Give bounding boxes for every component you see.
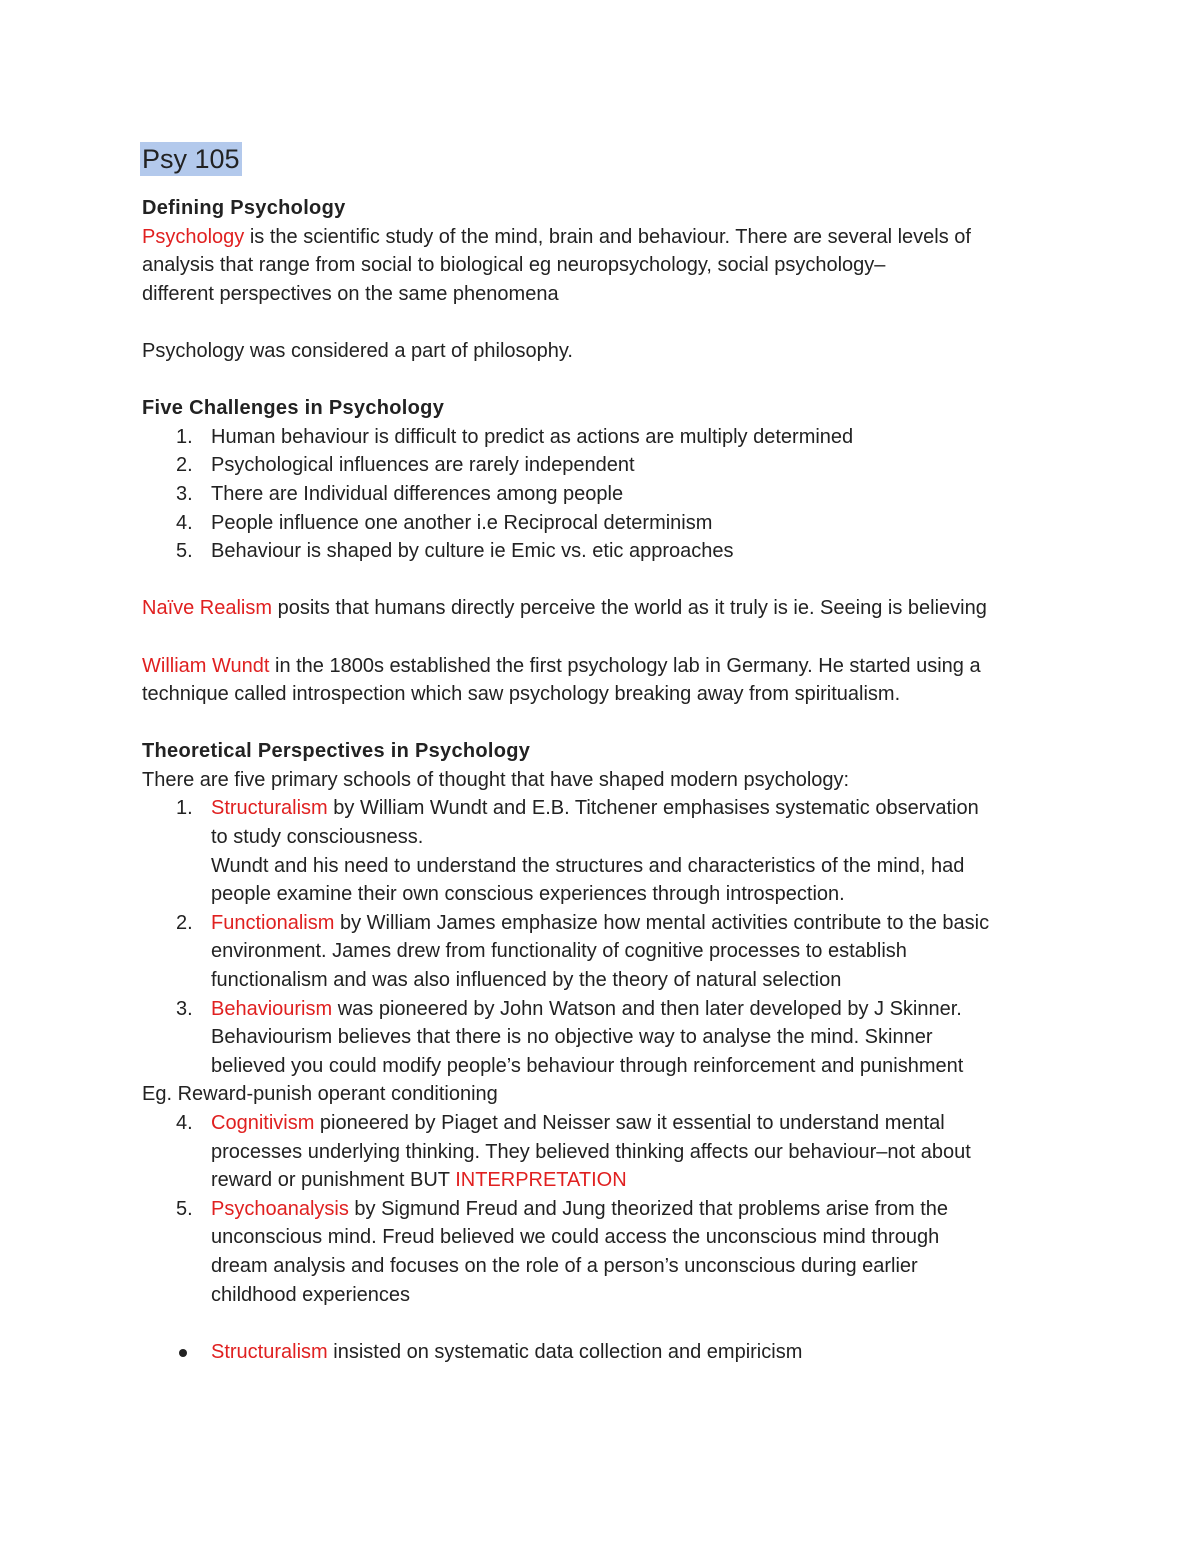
item-line: environment. James drew from functionality of cognitive processes to establish <box>211 940 907 963</box>
list-item-behaviourism <box>142 995 1062 1081</box>
list-number: 5. <box>176 540 193 563</box>
term-interpretation: INTERPRETATION <box>455 1169 627 1192</box>
list-item-text: Psychological influences are rarely independent <box>211 454 635 477</box>
term-behaviourism: Behaviourism <box>211 997 333 1020</box>
list-item <box>142 509 1062 538</box>
item-line: unconscious mind. Freud believed we could access the unconscious mind through <box>211 1226 940 1249</box>
item-line <box>211 1166 1062 1195</box>
paragraph-naive-realism <box>142 594 1062 623</box>
document-page <box>142 138 1062 1366</box>
list-number: 4. <box>176 1112 193 1134</box>
list-number: 3. <box>176 482 193 505</box>
paragraph-philosophy: Psychology was considered a part of philosophy. <box>142 339 573 362</box>
defining-line-1-text: is the scientific study of the mind, brain and behaviour. There are several levels of <box>244 225 971 248</box>
list-number: 4. <box>176 511 193 534</box>
paragraph-wundt-line-2: technique called introspection which saw psychology breaking away from spiritualism. <box>142 683 901 706</box>
spacer <box>142 566 1062 595</box>
list-item-text: People influence one another i.e Reciprocal determinism <box>211 511 713 534</box>
challenges-list <box>142 423 1062 566</box>
paragraph-defining-line-2: analysis that range from social to biological eg neuropsychology, social psychology– <box>142 254 886 277</box>
list-number: 2. <box>176 454 193 477</box>
list-number: 1. <box>176 425 193 448</box>
spacer <box>142 366 1062 395</box>
list-item-text: Human behaviour is difficult to predict as actions are multiply determined <box>211 425 854 448</box>
item-line: Wundt and his need to understand the structures and characteristics of the mind, had <box>211 854 965 877</box>
item-line: people examine their own conscious experiences through introspection. <box>211 883 845 906</box>
heading-five-challenges: Five Challenges in Psychology <box>142 397 445 420</box>
term-naive-realism: Naïve Realism <box>142 597 273 620</box>
paragraph-defining-line-3: different perspectives on the same phenomena <box>142 282 559 305</box>
list-item-text: There are Individual differences among people <box>211 482 624 505</box>
spacer <box>142 1309 1062 1338</box>
item-line: Behaviourism believes that there is no objective way to analyse the mind. Skinner <box>211 1026 933 1049</box>
list-item-text: Behaviour is shaped by culture ie Emic vs. etic approaches <box>211 540 734 563</box>
item-text: by Sigmund Freud and Jung theorized that problems arise from the <box>348 1197 949 1220</box>
list-item-cognitivism <box>142 1109 1062 1195</box>
list-item <box>142 451 1062 480</box>
spacer <box>142 308 1062 337</box>
item-text: pioneered by Piaget and Neisser saw it essential to understand mental <box>314 1112 945 1134</box>
list-number: 5. <box>176 1197 193 1220</box>
bullet-text: insisted on systematic data collection and empiricism <box>327 1340 803 1363</box>
list-item-psychoanalysis <box>142 1195 1062 1309</box>
item-line: processes underlying thinking. They believed thinking affects our behaviour–not about <box>211 1140 971 1163</box>
list-item-functionalism <box>142 909 1062 995</box>
wundt-line-1-text: in the 1800s established the first psychology lab in Germany. He started using a <box>269 654 981 677</box>
list-item <box>142 537 1062 566</box>
list-item <box>142 423 1062 452</box>
item-line <box>211 909 1062 938</box>
term-psychology: Psychology <box>142 225 245 248</box>
naive-realism-text: posits that humans directly perceive the world as it truly is ie. Seeing is believing <box>272 597 987 620</box>
perspectives-list-part-2 <box>142 1109 1062 1309</box>
paragraph-eg-operant-conditioning: Eg. Reward-punish operant conditioning <box>142 1083 498 1106</box>
heading-defining-psychology: Defining Psychology <box>142 197 346 219</box>
item-line <box>211 1109 1062 1138</box>
spacer <box>142 709 1062 738</box>
item-line: believed you could modify people’s behaviour through reinforcement and punishment <box>211 1054 964 1077</box>
item-text: was pioneered by John Watson and then later developed by J Skinner. <box>332 997 962 1020</box>
term-cognitivism: Cognitivism <box>211 1112 315 1134</box>
bullet-item-structuralism <box>142 1338 1062 1367</box>
document-title: Psy 105 <box>142 144 240 174</box>
item-text: by William James emphasize how mental activities contribute to the basic <box>334 911 990 934</box>
list-item-structuralism <box>142 794 1062 908</box>
bullet-icon <box>179 1349 187 1357</box>
item-line <box>211 794 1062 823</box>
term-psychoanalysis: Psychoanalysis <box>211 1197 349 1220</box>
paragraph-wundt-line-1 <box>142 652 1062 681</box>
term-functionalism: Functionalism <box>211 911 335 934</box>
paragraph-defining-line-1 <box>142 223 1062 252</box>
item-line <box>211 995 1062 1024</box>
title-block <box>142 142 1062 194</box>
term-william-wundt: William Wundt <box>142 654 270 677</box>
term-structuralism-bullet: Structuralism <box>211 1340 328 1363</box>
paragraph-perspectives-intro: There are five primary schools of thought that have shaped modern psychology: <box>142 768 850 791</box>
heading-theoretical-perspectives: Theoretical Perspectives in Psychology <box>142 740 531 763</box>
list-number: 1. <box>176 797 193 820</box>
item-text: reward or punishment BUT <box>211 1169 456 1192</box>
item-text: by William Wundt and E.B. Titchener emphasises systematic observation <box>327 797 979 820</box>
item-line: childhood experiences <box>211 1283 411 1306</box>
list-number: 2. <box>176 911 193 934</box>
item-line <box>211 1195 1062 1224</box>
item-line: to study consciousness. <box>211 826 424 849</box>
item-line: functionalism and was also influenced by the theory of natural selection <box>211 969 842 992</box>
list-number: 3. <box>176 997 193 1020</box>
item-line: dream analysis and focuses on the role of a person’s unconscious during earlier <box>211 1254 918 1277</box>
list-item <box>142 480 1062 509</box>
perspectives-list-part-1 <box>142 794 1062 1080</box>
spacer <box>142 623 1062 652</box>
term-structuralism: Structuralism <box>211 797 328 820</box>
